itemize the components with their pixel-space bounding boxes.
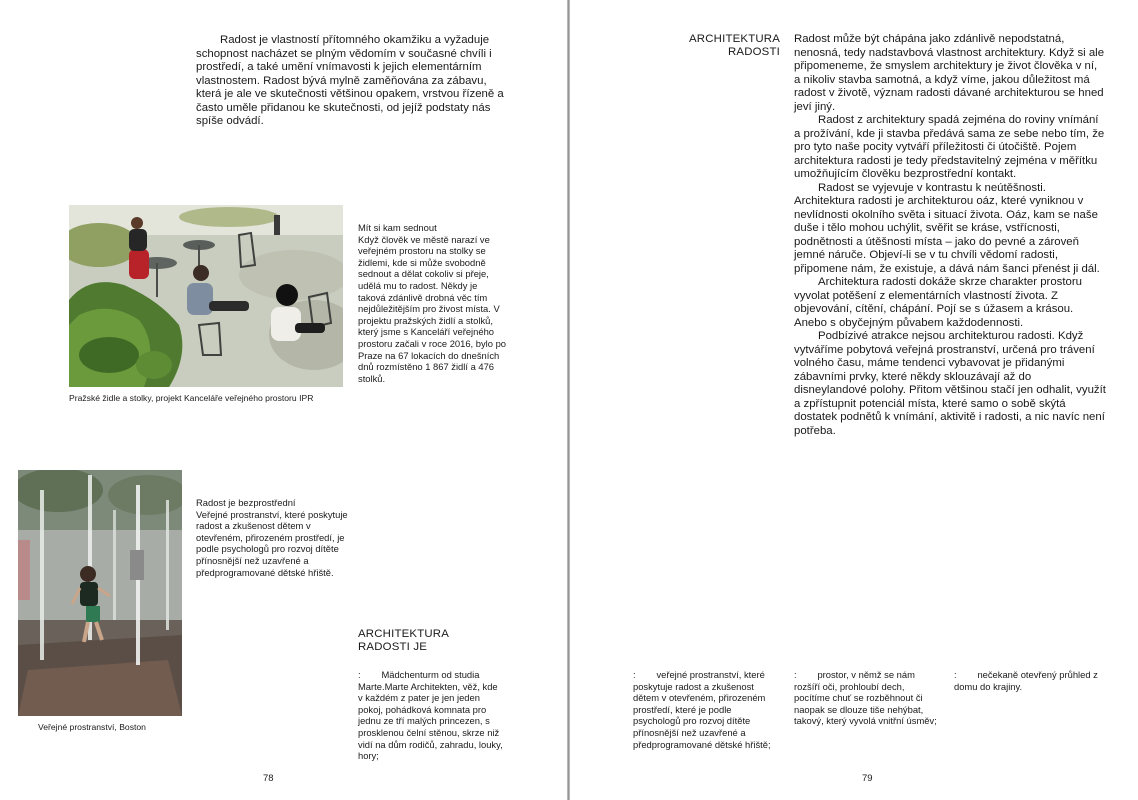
definition-right-2: : prostor, v němž se nám rozšíří oči, prohloubí dech, pocítíme chuť se rozběhnout či naopak se dlouze tiše nehýbat, takový, který vyvolá vnitřní úsměv; [794, 669, 937, 727]
main-text [794, 33, 1106, 438]
main-paragraph: Radost z architektury spadá zejména do roviny vnímání a prožívání, kde ji stavba předává sama ze sebe nebo tím, že pro tyto naše pocity vytváří příležitosti či útočiště. Pojem architektura radosti je tedy představitelný zejména v měřítku umožňujícím člověku bezprostřední kontakt. [794, 114, 1105, 180]
main-paragraph: Radost může být chápána jako zdánlivě nepodstatná, nenosná, tedy nadstavbová vlastnost architektury. Když si ale připomeneme, že smyslem architektury je život člověka v ní, a nikoliv stavba samotná, a když víme, jakou důležitost má radost v životě, význam radosti dávané architekturou se hned jeví jiný. [794, 33, 1105, 113]
photo-boston-fountain-illustration [18, 470, 182, 716]
photo-prague-chairs [69, 205, 343, 387]
photo-boston-fountain [18, 470, 182, 716]
left-page [0, 0, 568, 800]
photo-prague-chairs-illustration [69, 205, 343, 387]
photo1-note: Mít si kam sednout Když člověk ve městě narazí ve veřejném prostoru na stolky se židlemi, kde si může svobodně sednout a dělat cokoliv si přeje, udělá mu to radost. Někdy je taková zdánlivě drobná věc tím nejdůležitějším pro živost místa. V projektu pražských židlí a stolků, který jsme s Kanceláří veřejného prostoru začali v roce 2016, bylo po Praze na 67 lokacích do dnešních dnů rozmístěno 1 867 židlí a 476 stolků. [358, 222, 506, 384]
definition-right-3: : nečekaně otevřený průhled z domu do krajiny. [954, 669, 1101, 692]
definition-right-1: : veřejné prostranství, které poskytuje radost a zkušenost dětem v otevřeném, přirozeném prostředí, které je podle psychologů pro rozvoj dítěte přínosnější než uzavřené a předprogramované dětské hřiště; [633, 669, 771, 750]
definition-left: : Mädchenturm od studia Marte.Marte Architekten, věž, kde v každém z pater je jen jeden pokoj, pohádková komnata pro jednu ze tří malých princezen, s prosklenou čelní stěnou, skrze niž vidí na dům rodičů, zahradu, louky, hory; [358, 669, 506, 762]
page-number-right: 79 [862, 773, 873, 784]
main-paragraph: Podbízivé atrakce nejsou architekturou radosti. Když vytváříme pobytová veřejná prostranství, určená pro trávení volného času, máme tendenci vybavovat je přidanými zábavními prvky, které někdy sklouzávají až do disneylandové polohy. Přitom většinou stačí jen odhalit, využít a zpřístupnit potenciál místa, které samo o sobě skýtá dostatek podnětů k vnímání, aktivitě i radosti, a nic navíc není potřeba. [794, 330, 1106, 437]
right-page [570, 0, 1138, 800]
section-heading-left: ARCHITEKTURA RADOSTI JE [358, 628, 449, 653]
page-number-left: 78 [263, 773, 274, 784]
main-paragraph: Radost se vyjevuje v kontrastu k neútěšnosti. Architektura radosti je architekturou oáz, které vyniknou v nevlídnosti okolního světa i situací života. Oáz, kam se naše duše i tělo mohou uchýlit, svěřit se kráse, vstřícnosti, podnětnosti a útěšnosti místa – jako do pevné a zároveň jemné náruče. Objeví-li se v tu chvíli vědomí radosti, připomene nám, že existuje, a dává nám šanci přenést ji dál. [794, 181, 1100, 275]
intro-paragraph [196, 34, 508, 129]
photo2-caption: Veřejné prostranství, Boston [38, 722, 146, 732]
photo2-note: Radost je bezprostřední Veřejné prostranství, které poskytuje radost a zkušenost dětem v otevřeném, přirozeném prostředí, je podle psychologů pro rozvoj dítěte přínosnější než uzavřené a předprogramované dětské hřiště. [196, 497, 348, 578]
section-heading-right: ARCHITEKTURA RADOSTI [689, 33, 780, 58]
main-paragraph: Architektura radosti dokáže skrze charakter prostoru vyvolat potěšení z elementárních vlastností života. Z objevování, cítění, chápání. Pojí se s úžasem a krásou. Anebo s obyčejným půvabem každodennosti. [794, 276, 1082, 329]
photo1-caption: Pražské židle a stolky, projekt Kanceláře veřejného prostoru IPR [69, 393, 314, 403]
intro-paragraph-text: Radost je vlastností přítomného okamžiku a vyžaduje schopnost nacházet se plným vědomím v současné chvíli i prostředí, a také umění vnímavosti k jejich elementárním vlastnostem. Radost bývá mylně zaměňována za zábavu, která je ale ve skutečnosti většinou opakem, vrstvou řízeně a často uměle přidanou ke skutečnosti, od jejíž podstaty nás spíše odvádí. [196, 34, 504, 127]
